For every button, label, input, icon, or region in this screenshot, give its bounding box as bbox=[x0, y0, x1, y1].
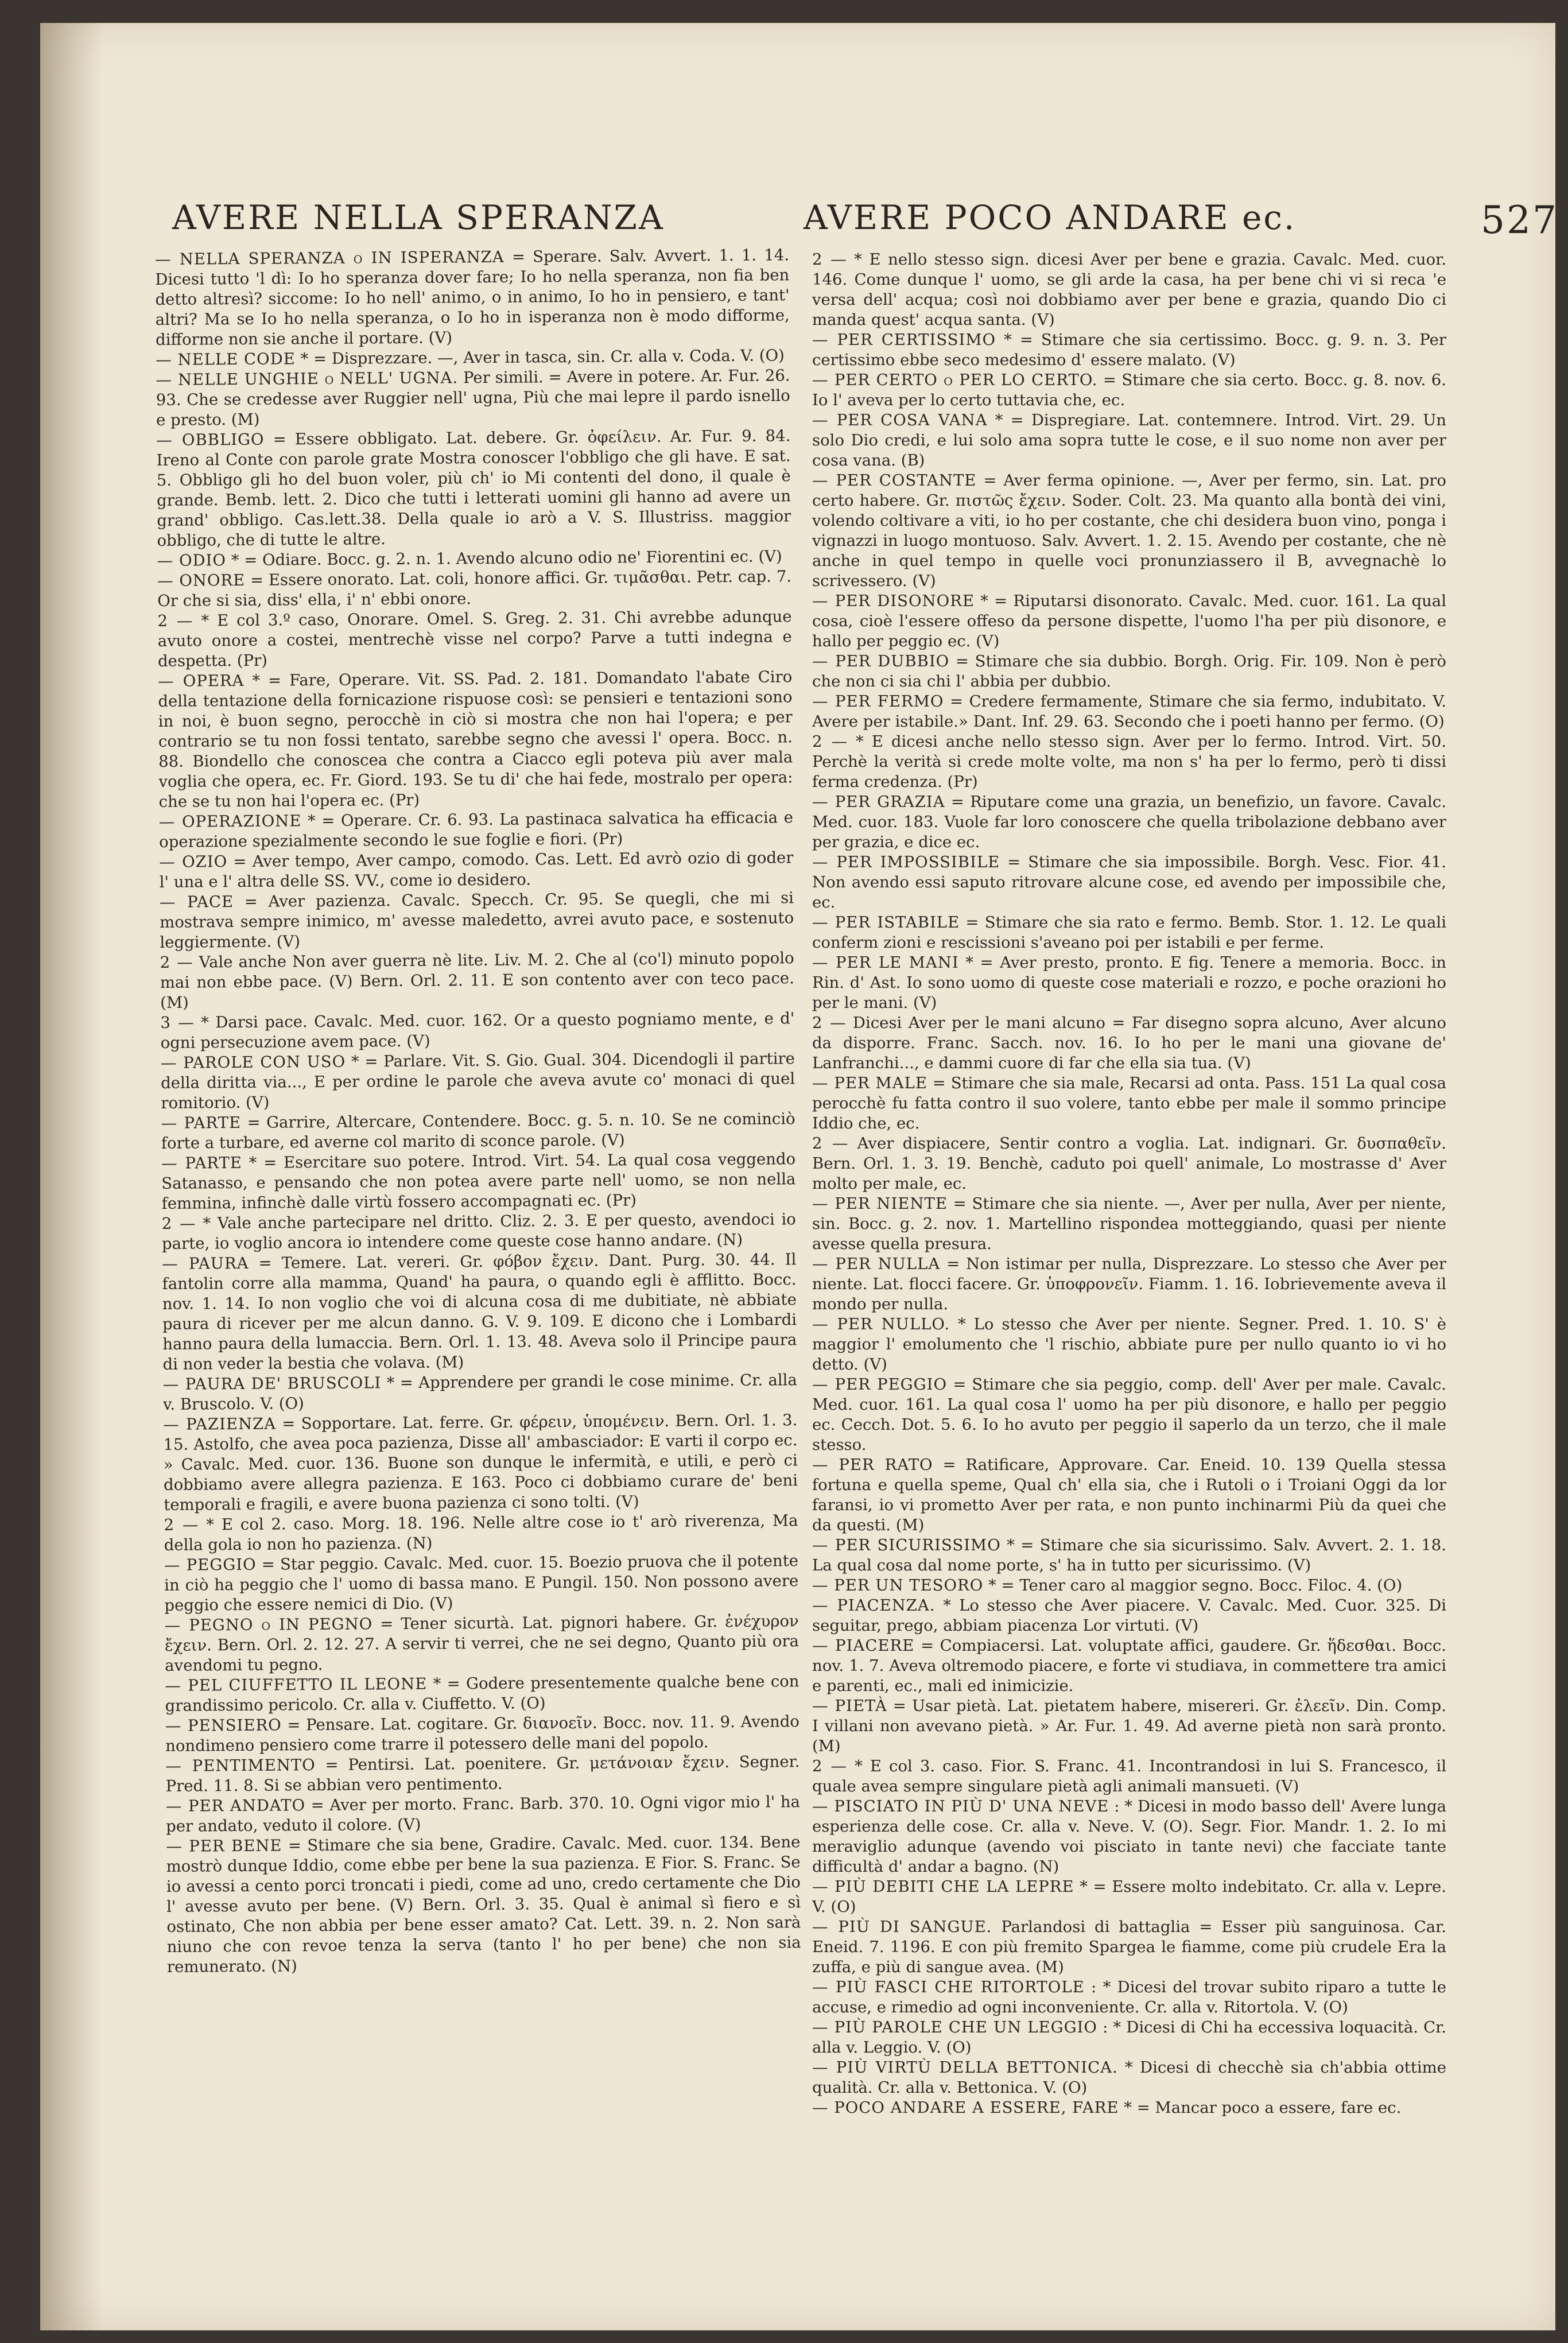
entry-headword: — OPERAZIONE bbox=[158, 812, 302, 831]
left-column bbox=[155, 245, 804, 2293]
entry-headword: — PER CERTO o PER LO CERTO. bbox=[812, 371, 1098, 389]
entry-headword: — PER IMPOSSIBILE bbox=[812, 853, 1000, 871]
entry-text: = Star peggio. Cavalc. Med. cuor. 15. Boezio pruova che il potente in ciò ha peggio che l' uomo di bassa mano. E Pungil. 150. Non possono avere peggio che essere nemici di Dio. (V) bbox=[164, 1551, 799, 1615]
entry-headword: — PEGNO o IN PEGNO bbox=[164, 1615, 373, 1635]
entry-text: = Aver pazienza. Cavalc. Specch. Cr. 95. Se quegli, che mi si mostrava sempre inimico, m' avesse maledetto, avrei avuto pace, e sostenuto leggiermente. (V) bbox=[160, 889, 794, 952]
dictionary-entry bbox=[812, 1194, 1446, 1254]
dictionary-entry bbox=[164, 1551, 799, 1616]
entry-headword: — ODIO bbox=[157, 551, 227, 570]
entry-text: * = Disprezzare. —, Aver in tasca, sin. Cr. alla v. Coda. V. (O) bbox=[295, 346, 785, 368]
entry-text: = Stimare che sia male, Recarsi ad onta. Pass. 151 La qual cosa perocchè fu fatta contro il suo volere, tanto ebbe per male il sommo principe Iddio che, ec. bbox=[812, 1074, 1446, 1132]
dictionary-entry bbox=[812, 1455, 1446, 1535]
entry-text: = Temere. Lat. vereri. Gr. φόβον ἔχειν. Dant. Purg. 30. 44. Il fantolin corre alla mamma, Quand' ha paura, o quando egli è afflitto. Bocc. nov. 1. 14. Io non voglio che voi di alcuna cosa di me dubitiate, nè abbiate paura di ricever per me alcun danno. G. V. 9. 109. E dicono che i Lombardi hanno paura della lumaccia. Bern. Orl. 1. 13. 48. Aveva solo il Principe paura di non veder la bestia che volava. (M) bbox=[162, 1250, 797, 1374]
dictionary-entry bbox=[812, 953, 1446, 1013]
dictionary-entry bbox=[165, 1611, 799, 1676]
entry-headword: — PIÙ VIRTÙ DELLA BETTONICA. bbox=[812, 2058, 1118, 2077]
entry-text: = Pentirsi. Lat. poenitere. Gr. μετάνοιαν ἔχειν. Segner. Pred. 11. 8. Si se abbian vero pentimento. bbox=[165, 1752, 800, 1795]
dictionary-entry bbox=[812, 1877, 1446, 1917]
dictionary-entry bbox=[812, 651, 1446, 692]
entry-text: * = Fare, Operare. Vit. SS. Pad. 2. 181. Domandato l'abate Ciro della tentazione della fornicazione rispuose così: se pensieri e tentazioni sono in noi, è buon segno, perocchè in ciò si mostra che non hai l'opera; e per contrario se tu non fossi tentato, sarebbe segno che avessi l' opera. Bocc. n. 88. Biondello che conoscea che contra a Ciacco egli poteva più aver mala voglia che opera, ec. Fr. Giord. 193. Se tu di' che hai fede, mostralo per opera: che se tu non hai l'opera ec. (Pr) bbox=[158, 668, 793, 811]
entry-headword: — PEL CIUFFETTO IL LEONE bbox=[165, 1674, 428, 1695]
entry-headword: — PER DUBBIO bbox=[812, 652, 950, 670]
dictionary-entry bbox=[812, 2098, 1446, 2118]
entry-headword: — PER SICURISSIMO bbox=[812, 1536, 1001, 1554]
dictionary-entry bbox=[161, 1109, 795, 1154]
dictionary-entry bbox=[812, 1797, 1446, 1877]
dictionary-entry bbox=[812, 330, 1446, 370]
entry-headword: 2 — bbox=[812, 732, 848, 751]
entry-headword: — PEGGIO bbox=[164, 1555, 257, 1574]
entry-text: = Sperare. Salv. Avvert. 1. 1. 14. Dicesi tutto 'l dì: Io ho speranza dover fare; Io ho nella speranza, non fia ben detto altresì? siccome: Io ho nell' animo, o in animo, Io ho in pensiero, e tant' altri? Ma se Io ho nella speranza, o Io ho in isperanza non è modo difforme, difforme non sie anche il portare. (V) bbox=[155, 246, 790, 349]
entry-text: = Tener sicurtà. Lat. pignori habere. Gr. ἐνέχυρον ἔχειν. Bern. Orl. 2. 12. 27. A servir ti verrei, che ne sei degno, Quanto più ora avendomi tu pegno. bbox=[164, 1612, 799, 1675]
dictionary-entry bbox=[812, 1977, 1446, 2018]
dictionary-entry bbox=[165, 1712, 799, 1756]
entry-text: * = Mancar poco a essere, fare ec. bbox=[1119, 2098, 1402, 2117]
entry-headword: — PIÙ PAROLE CHE UN LEGGIO bbox=[812, 2018, 1097, 2036]
entry-headword: — PER NULLA bbox=[812, 1255, 941, 1273]
dictionary-entry bbox=[812, 1013, 1446, 1073]
dictionary-entry bbox=[156, 426, 791, 551]
dictionary-entry bbox=[163, 1370, 797, 1415]
entry-headword: 2 — bbox=[160, 953, 193, 972]
entry-headword: — PAZIENZA bbox=[163, 1414, 277, 1434]
entry-headword: 2 — bbox=[812, 250, 847, 269]
entry-text: * = Dispregiare. Lat. contemnere. Introd. Virt. 29. Un solo Dio credi, e lui solo ama sopra tutte le cose, e il suo nome non aver per cosa vana. (B) bbox=[812, 411, 1446, 470]
dictionary-entry bbox=[160, 948, 795, 1013]
entry-headword: — OZIO bbox=[159, 852, 228, 871]
entry-text: * = Parlare. Vit. S. Gio. Gual. 304. Dicendogli il partire della diritta via..., E per ordine le parole che aveva avute co' monaci di quel romitorio. (V) bbox=[161, 1049, 795, 1112]
entry-headword: — PAURA bbox=[162, 1254, 249, 1273]
entry-headword: — PER NULLO. bbox=[812, 1315, 950, 1333]
entry-headword: — PER COSTANTE bbox=[812, 471, 977, 490]
dictionary-entry bbox=[165, 1752, 799, 1797]
entry-text: * E col 3. caso. Fior. S. Franc. 41. Incontrandosi in lui S. Francesco, il quale avea sempre singulare pietà agli animali mansueti. (V) bbox=[812, 1757, 1446, 1795]
entry-text: * = Stimare che sia certissimo. Bocc. g. 9. n. 3. Per certissimo ebbe seco medesimo d' essere malato. (V) bbox=[812, 331, 1446, 369]
dictionary-entry bbox=[812, 370, 1446, 410]
entry-headword: — NELLE UNGHIE o NELL' UGNA. bbox=[156, 368, 459, 389]
entry-headword: — PER PEGGIO bbox=[812, 1375, 948, 1394]
entry-text: * = Essere molto indebitato. Cr. alla v. Lepre. V. (O) bbox=[812, 1877, 1446, 1916]
entry-text: = Garrire, Altercare, Contendere. Bocc. g. 5. n. 10. Se ne cominciò forte a turbare, ed averne col marito di sconce parole. (V) bbox=[161, 1110, 795, 1153]
entry-text: = Stimare che sia niente. —, Aver per nulla, Aver per niente, sin. Bocc. g. 2. nov. 1. Martellino rispondea motteggiando, quasi per niente avesse quella presura. bbox=[812, 1194, 1446, 1253]
entry-text: = Aver per morto. Franc. Barb. 370. 10. Ogni vigor mio l' ha per andato, veduto il colore. (V) bbox=[166, 1793, 801, 1836]
entry-headword: — PER MALE bbox=[812, 1074, 927, 1092]
entry-text: Dicesi Aver per le mani alcuno = Far disegno sopra alcuno, Aver alcuno da disporre. Franc. Sacch. nov. 16. Io ho per le mani una giovane de' Lanfranchi..., e dammi cuore di far che ella sia tua. (V) bbox=[812, 1014, 1446, 1072]
entry-headword: — PER FERMO bbox=[812, 692, 944, 711]
entry-headword: — PIACENZA. bbox=[812, 1596, 936, 1615]
entry-text: = Stimare che sia rato e fermo. Bemb. Stor. 1. 12. Le quali conferm zioni e rescissioni s'aveano poi per istabili e per ferme. bbox=[812, 913, 1446, 952]
entry-text: * = Tener caro al maggior segno. Bocc. Filoc. 4. (O) bbox=[983, 1576, 1403, 1595]
dictionary-entry bbox=[159, 808, 793, 852]
entry-headword: 2 — bbox=[157, 611, 193, 630]
dictionary-entry bbox=[812, 1254, 1446, 1314]
dictionary-entry bbox=[812, 1917, 1446, 1977]
entry-headword: — PER BENE bbox=[166, 1836, 282, 1856]
entry-text: = Stimare che sia peggio, comp. dell' Aver per male. Cavalc. Med. cuor. 161. La qual cosa l' uomo ha per più disonore, e hallo per peggio ec. Cecch. Dot. 5. 6. Io ho avuto per peggio il saperlo da un terzo, che il male stesso. bbox=[812, 1375, 1446, 1454]
entry-text: Parlandosi di battaglia = Esser più sanguinosa. Car. Eneid. 7. 1196. E con più fremito Spargea le fiamme, come più crudele Era la zuffa, e più di sangue avea. (M) bbox=[812, 1918, 1446, 1976]
entry-text: * E col 2. caso. Morg. 18. 196. Nelle altre cose io t' arò riverenza, Ma della gola io non ho pazienza. (N) bbox=[164, 1511, 798, 1554]
dictionary-entry bbox=[161, 1049, 795, 1114]
right-column bbox=[812, 250, 1446, 2293]
entry-headword: — PER CERTISSIMO bbox=[812, 331, 996, 349]
running-head-left: AVERE NELLA SPERANZA bbox=[172, 198, 665, 237]
dictionary-entry bbox=[812, 1576, 1446, 1596]
dictionary-entry bbox=[165, 1671, 799, 1716]
entry-text: * Dicesi di checchè sia ch'abbia ottime qualità. Cr. alla v. Bettonica. V. (O) bbox=[812, 2058, 1446, 2097]
dictionary-entry bbox=[812, 1756, 1446, 1797]
entry-text: = Stimare che sia bene, Gradire. Cavalc. Med. cuor. 134. Bene mostrò dunque Iddio, come ebbe per bene la sua pazienza. E Fior. S. Franc. Se io avessi a cento porci troncati i piedi, come ad uno, credo certamente che Dio l' avesse avuto per bene. (V) Bern. Orl. 3. 35. Qual è animal sì fiero e sì ostinato, Che non abbia per bene esser amato? Cat. Lett. 39. n. 2. Non sarà niuno che con revoe tenza la serva (tanto l' ho per bene) che non sia remunerato. (N) bbox=[166, 1833, 801, 1976]
dictionary-entry bbox=[164, 1511, 798, 1555]
entry-text: = Essere obbligato. Lat. debere. Gr. ὀφείλειν. Ar. Fur. 9. 84. Ireno al Conte con parole grate Mostra conoscer l'obbligo che gli have. E sat. 5. Obbligo gli ho del buon voler, più ch' io Mi contenti del dono, il quale è grande. Bemb. lett. 2. Dico che tutti i letterati uomini gli hanno ad avere un grand' obbligo. Cas.lett.38. Della quale io arò a V. S. Illustriss. maggior obbligo, che di tutte le altre. bbox=[156, 426, 791, 550]
entry-text: = Credere fermamente, Stimare che sia fermo, indubitato. V. Avere per istabile.» Dant. Inf. 29. 63. Secondo che i poeti hanno per fermo. (O) bbox=[812, 692, 1446, 731]
entry-headword: — PIÙ DEBITI CHE LA LEPRE bbox=[812, 1877, 1074, 1896]
dictionary-page bbox=[40, 23, 1558, 2330]
dictionary-entry bbox=[812, 1535, 1446, 1576]
entry-text: = Ratificare, Approvare. Car. Eneid. 10. 139 Quella stessa fortuna e quella speme, Qual ch' ella sia, che i Rutoli o i Troiani Oggi da lor faransi, io vi prometto Aver per rata, e non punto inchinarmi Più da quei che da questi. (M) bbox=[812, 1456, 1446, 1534]
entry-headword: — PER ISTABILE bbox=[812, 913, 960, 932]
entry-headword: — NELLE CODE bbox=[156, 350, 296, 369]
dictionary-entry bbox=[812, 692, 1446, 732]
entry-text: * E nello stesso sign. dicesi Aver per bene e grazia. Cavalc. Med. cuor. 146. Come dunque l' uomo, se gli arde la casa, ha per bene chi vi si reca 'e versa dell' acqua; così noi dobbiamo aver per bene e grazia, quando Dio ci manda quest' acqua santa. (V) bbox=[812, 250, 1446, 329]
entry-headword: — PIACERE bbox=[812, 1636, 915, 1655]
entry-text: = Usar pietà. Lat. pietatem habere, misereri. Gr. ἐλεεῖν. Din. Comp. I villani non avevano pietà. » Ar. Fur. 1. 49. Ad averne pietà non sarà pronto. (M) bbox=[812, 1697, 1446, 1755]
entry-headword: 2 — bbox=[161, 1214, 196, 1233]
entry-headword: — PER GRAZIA bbox=[812, 793, 945, 811]
entry-headword: — NELLA SPERANZA o IN ISPERANZA bbox=[155, 247, 504, 269]
entry-text: = Aver tempo, Aver campo, comodo. Cas. Lett. Ed avrò ozio di goder l' una e l' altra delle SS. VV., come io desidero. bbox=[159, 848, 794, 891]
entry-text: = Stimare che sia certo. Bocc. g. 8. nov. 6. Io l' aveva per lo certo tuttavia che, ec. bbox=[812, 371, 1446, 409]
dictionary-entry bbox=[812, 591, 1446, 651]
dictionary-entry bbox=[158, 667, 793, 812]
dictionary-entry bbox=[812, 471, 1446, 591]
dictionary-entry bbox=[812, 2018, 1446, 2058]
entry-text: = Pensare. Lat. cogitare. Gr. διανοεῖν. Bocc. nov. 11. 9. Avendo nondimeno pensiero come trarre il potessero delle mani del popolo. bbox=[165, 1712, 800, 1755]
entry-headword: — PER NIENTE bbox=[812, 1194, 948, 1213]
entry-headword: — PISCIATO IN PIÙ D' UNA NEVE bbox=[812, 1797, 1109, 1816]
entry-headword: — PER UN TESORO bbox=[812, 1576, 984, 1595]
dictionary-entry bbox=[812, 913, 1446, 953]
dictionary-entry bbox=[812, 792, 1446, 852]
entry-headword: — PER ANDATO bbox=[165, 1796, 306, 1816]
dictionary-entry bbox=[812, 1134, 1446, 1194]
entry-text: = Compiacersi. Lat. voluptate affici, gaudere. Gr. ἥδεσθαι. Bocc. nov. 1. 7. Aveva oltremodo piacere, e forte vi studiava, in commettere tra amici e parenti, ec., mali ed inimicizie. bbox=[812, 1636, 1446, 1695]
dictionary-entry bbox=[812, 250, 1446, 330]
entry-text: * Lo stesso che Aver per niente. Segner. Pred. 1. 10. S' è maggior l' emolumento che 'l rischio, abbiate pure per nullo quanto io vi ho detto. (V) bbox=[812, 1315, 1446, 1374]
entry-headword: — PIÙ DI SANGUE. bbox=[812, 1918, 992, 1936]
dictionary-entry bbox=[812, 2058, 1446, 2098]
dictionary-entry bbox=[156, 366, 790, 430]
dictionary-entry bbox=[163, 1410, 798, 1515]
entry-headword: — PER LE MANI bbox=[812, 953, 959, 972]
dictionary-entry bbox=[812, 852, 1446, 913]
entry-text: = Riputare come una grazia, un benefizio, un favore. Cavalc. Med. cuor. 183. Vuole far loro conoscere che quella tribolazione debbano aver per grazia, e dice ec. bbox=[812, 793, 1446, 851]
entry-text: = Essere onorato. Lat. coli, honore affici. Gr. τιμᾶσθαι. Petr. cap. 7. Or che si sia, diss' ella, i' n' ebbi onore. bbox=[157, 567, 792, 610]
entry-text: * = Godere presentemente qualche bene con grandissimo pericolo. Cr. alla v. Ciuffetto. V. (O) bbox=[165, 1672, 799, 1715]
entry-text: * = Esercitare suo potere. Introd. Virt. 54. La qual cosa veggendo Satanasso, e pensando che non potea avere parte nell' uomo, se non nella femmina, infinchè dalle virtù fossero accompagnati ec. (Pr) bbox=[161, 1150, 796, 1213]
dictionary-entry bbox=[812, 410, 1446, 471]
entry-headword: — PAROLE CON USO bbox=[160, 1052, 346, 1072]
dictionary-entry bbox=[157, 607, 792, 672]
entry-text: = Aver ferma opinione. —, Aver per fermo, sin. Lat. pro certo habere. Gr. πιστῶς ἔχειν. Soder. Colt. 23. Ma quanto alla bontà dei vini, volendo coltivare a viti, io ho per costante, che chi desidera buon vino, ponga i vignazzi in luogo montuoso. Salv. Avvert. 1. 2. 15. Avendo per costante, che nè anche in quel tempo in quelle voci pronunziassero il B, avvegnachè lo scrivessero. (V) bbox=[812, 471, 1446, 590]
running-head-center: AVERE POCO ANDARE ec. bbox=[804, 198, 1297, 237]
entry-text: Aver dispiacere, Sentir contro a voglia. Lat. indignari. Gr. δυσπαθεῖν. Bern. Orl. 1. 3. 19. Benchè, caduto poi quell' animale, Lo mostrasse d' Aver molto per male, ec. bbox=[812, 1134, 1446, 1193]
entry-headword: 2 — bbox=[812, 1014, 847, 1032]
entry-text: * = Stimare che sia sicurissimo. Salv. Avvert. 2. 1. 18. La qual cosa dal nome porte, s' ha in tutto per sicurissimo. (V) bbox=[812, 1536, 1446, 1574]
entry-text: * E col 3.º caso, Onorare. Omel. S. Greg. 2. 31. Chi avrebbe adunque avuto onore a costei, mentrechè visse nel corpo? Parve a tutti indegna e despetta. (Pr) bbox=[157, 607, 792, 670]
entry-headword: — OPERA bbox=[158, 671, 244, 691]
entry-text: = Non istimar per nulla, Disprezzare. Lo stesso che Aver per niente. Lat. flocci facere. Gr. ὑποφρονεῖν. Fiamm. 1. 16. Iobrievemente aveva il mondo per nulla. bbox=[812, 1255, 1446, 1313]
dictionary-entry bbox=[812, 732, 1446, 792]
dictionary-entry bbox=[161, 1149, 796, 1214]
entry-headword: 2 — bbox=[812, 1757, 848, 1775]
entry-text: * Vale anche partecipare nel dritto. Cliz. 2. 3. E per questo, avendoci io parte, io voglio ancora io intendere come queste cose hanno andare. (N) bbox=[161, 1210, 796, 1253]
dictionary-entry bbox=[812, 1073, 1446, 1134]
entry-text: Vale anche Non aver guerra nè lite. Liv. M. 2. Che al (co'l) minuto popolo mai non ebbe pace. (V) Bern. Orl. 2. 11. E son contento aver con teco pace. (M) bbox=[160, 949, 794, 1012]
entry-headword: — PER DISONORE bbox=[812, 592, 975, 610]
entry-headword: — ONORE bbox=[157, 571, 246, 590]
entry-text: = Stimare che sia impossibile. Borgh. Vesc. Fior. 41. Non avendo essi saputo ritrovare alcune cose, ed avendo per impossibile che, ec. bbox=[812, 853, 1446, 911]
dictionary-entry bbox=[155, 245, 790, 350]
dictionary-entry bbox=[166, 1792, 800, 1837]
entry-text: : * Dicesi in modo basso dell' Avere lunga esperienza delle cose. Cr. alla v. Neve. V. (O). Segr. Fior. Mandr. 1. 2. Io mi meraviglio adunque (avendo voi pisciato in tante nevi) che facciate tante difficultà d' andar a bagno. (N) bbox=[812, 1797, 1446, 1876]
entry-text: * = Riputarsi disonorato. Cavalc. Med. cuor. 161. La qual cosa, cioè l'essere offeso da persone dispette, l'uomo l'ha per più disonore, e hallo per peggio ec. (V) bbox=[812, 592, 1446, 650]
entry-headword: — PENTIMENTO bbox=[165, 1756, 316, 1775]
entry-headword: — PENSIERO bbox=[165, 1716, 282, 1735]
entry-headword: — PARTE bbox=[161, 1113, 242, 1132]
entry-text: : * Dicesi di Chi ha eccessiva loquacità. Cr. alla v. Leggio. V. (O) bbox=[812, 2018, 1446, 2057]
dictionary-entry bbox=[812, 1596, 1446, 1636]
dictionary-entry bbox=[157, 567, 791, 611]
entry-headword: 2 — bbox=[812, 1134, 849, 1153]
entry-headword: — PACE bbox=[159, 893, 234, 911]
dictionary-entry bbox=[162, 1209, 796, 1254]
entry-headword: — PER RATO bbox=[812, 1456, 933, 1474]
entry-text: * E dicesi anche nello stesso sign. Aver per lo fermo. Introd. Virt. 50. Perchè la verità si crede molte volte, ma non s' ha per lo fermo, però ti dissi ferma credenza. (Pr) bbox=[812, 732, 1446, 791]
entry-text: = Sopportare. Lat. ferre. Gr. φέρειν, ὑπομένειν. Bern. Orl. 1. 3. 15. Astolfo, che avea poca pazienza, Disse all' ambasciador: E varti il corpo ec. » Cavalc. Med. cuor. 136. Buone son dunque le infermità, e utili, e però ci dobbiamo avere allegra pazienza. E 163. Poco ci dobbiamo curare de' beni temporali e fragili, e avere buona pazienza ci sono tolti. (V) bbox=[163, 1411, 798, 1514]
entry-text: * Lo stesso che Aver piacere. V. Cavalc. Med. Cuor. 325. Di seguitar, prego, abbiam piacenza Lor virtuti. (V) bbox=[812, 1596, 1446, 1635]
entry-headword: — POCO ANDARE A ESSERE, FARE bbox=[812, 2098, 1119, 2117]
dictionary-entry bbox=[166, 1832, 801, 1977]
dictionary-entry bbox=[162, 1250, 797, 1375]
entry-text: * = Odiare. Bocc. g. 2. n. 1. Avendo alcuno odio ne' Fiorentini ec. (V) bbox=[226, 547, 782, 570]
entry-headword: 2 — bbox=[164, 1515, 199, 1534]
entry-headword: — PARTE bbox=[161, 1153, 242, 1173]
entry-text: * = Aver presto, pronto. E fig. Tenere a memoria. Bocc. in Rin. d' Ast. Io sono uomo di queste cose materiali e rozzo, e poche orazioni ho per le mani. (V) bbox=[812, 953, 1446, 1012]
dictionary-entry bbox=[812, 1636, 1446, 1696]
dictionary-entry bbox=[160, 1008, 794, 1053]
entry-text: : * Dicesi del trovar subito riparo a tutte le accuse, e rimedio ad ogni inconveniente. Cr. alla v. Ritortola. V. (O) bbox=[812, 1978, 1446, 2016]
dictionary-entry bbox=[159, 848, 793, 893]
entry-text: * Darsi pace. Cavalc. Med. cuor. 162. Or a questo pogniamo mente, e d' ogni persecuzione avem pace. (V) bbox=[160, 1009, 795, 1052]
dictionary-entry bbox=[812, 1696, 1446, 1756]
dictionary-entry bbox=[812, 1314, 1446, 1375]
entry-headword: 3 — bbox=[160, 1013, 195, 1032]
entry-text: = Stimare che sia dubbio. Borgh. Orig. Fir. 109. Non è però che non ci sia chi l' abbia per dubbio. bbox=[812, 652, 1446, 691]
entry-text: * = Operare. Cr. 6. 93. La pastinaca salvatica ha efficacia e operazione spezialmente secondo le sue foglie e fiori. (Pr) bbox=[159, 808, 794, 851]
entry-headword: — PER COSA VANA bbox=[812, 411, 988, 429]
entry-text: Per simili. = Avere in potere. Ar. Fur. 26. 93. Che se credesse aver Ruggier nell' ugna, Più che mai lepre il pardo isnello e presto. (M) bbox=[156, 366, 790, 429]
entry-headword: — PAURA DE' BRUSCOLI bbox=[162, 1374, 382, 1394]
page-number: 527 bbox=[1481, 198, 1558, 242]
dictionary-entry bbox=[160, 888, 794, 953]
entry-text: * = Apprendere per grandi le cose minime. Cr. alla v. Bruscolo. V. (O) bbox=[162, 1371, 797, 1414]
dictionary-entry bbox=[812, 1375, 1446, 1455]
entry-headword: — PIETÀ bbox=[812, 1697, 887, 1715]
page-gutter-shadow bbox=[40, 23, 103, 2330]
entry-headword: — PIÙ FASCI CHE RITORTOLE bbox=[812, 1978, 1085, 1996]
entry-headword: — OBBLIGO bbox=[156, 430, 265, 449]
